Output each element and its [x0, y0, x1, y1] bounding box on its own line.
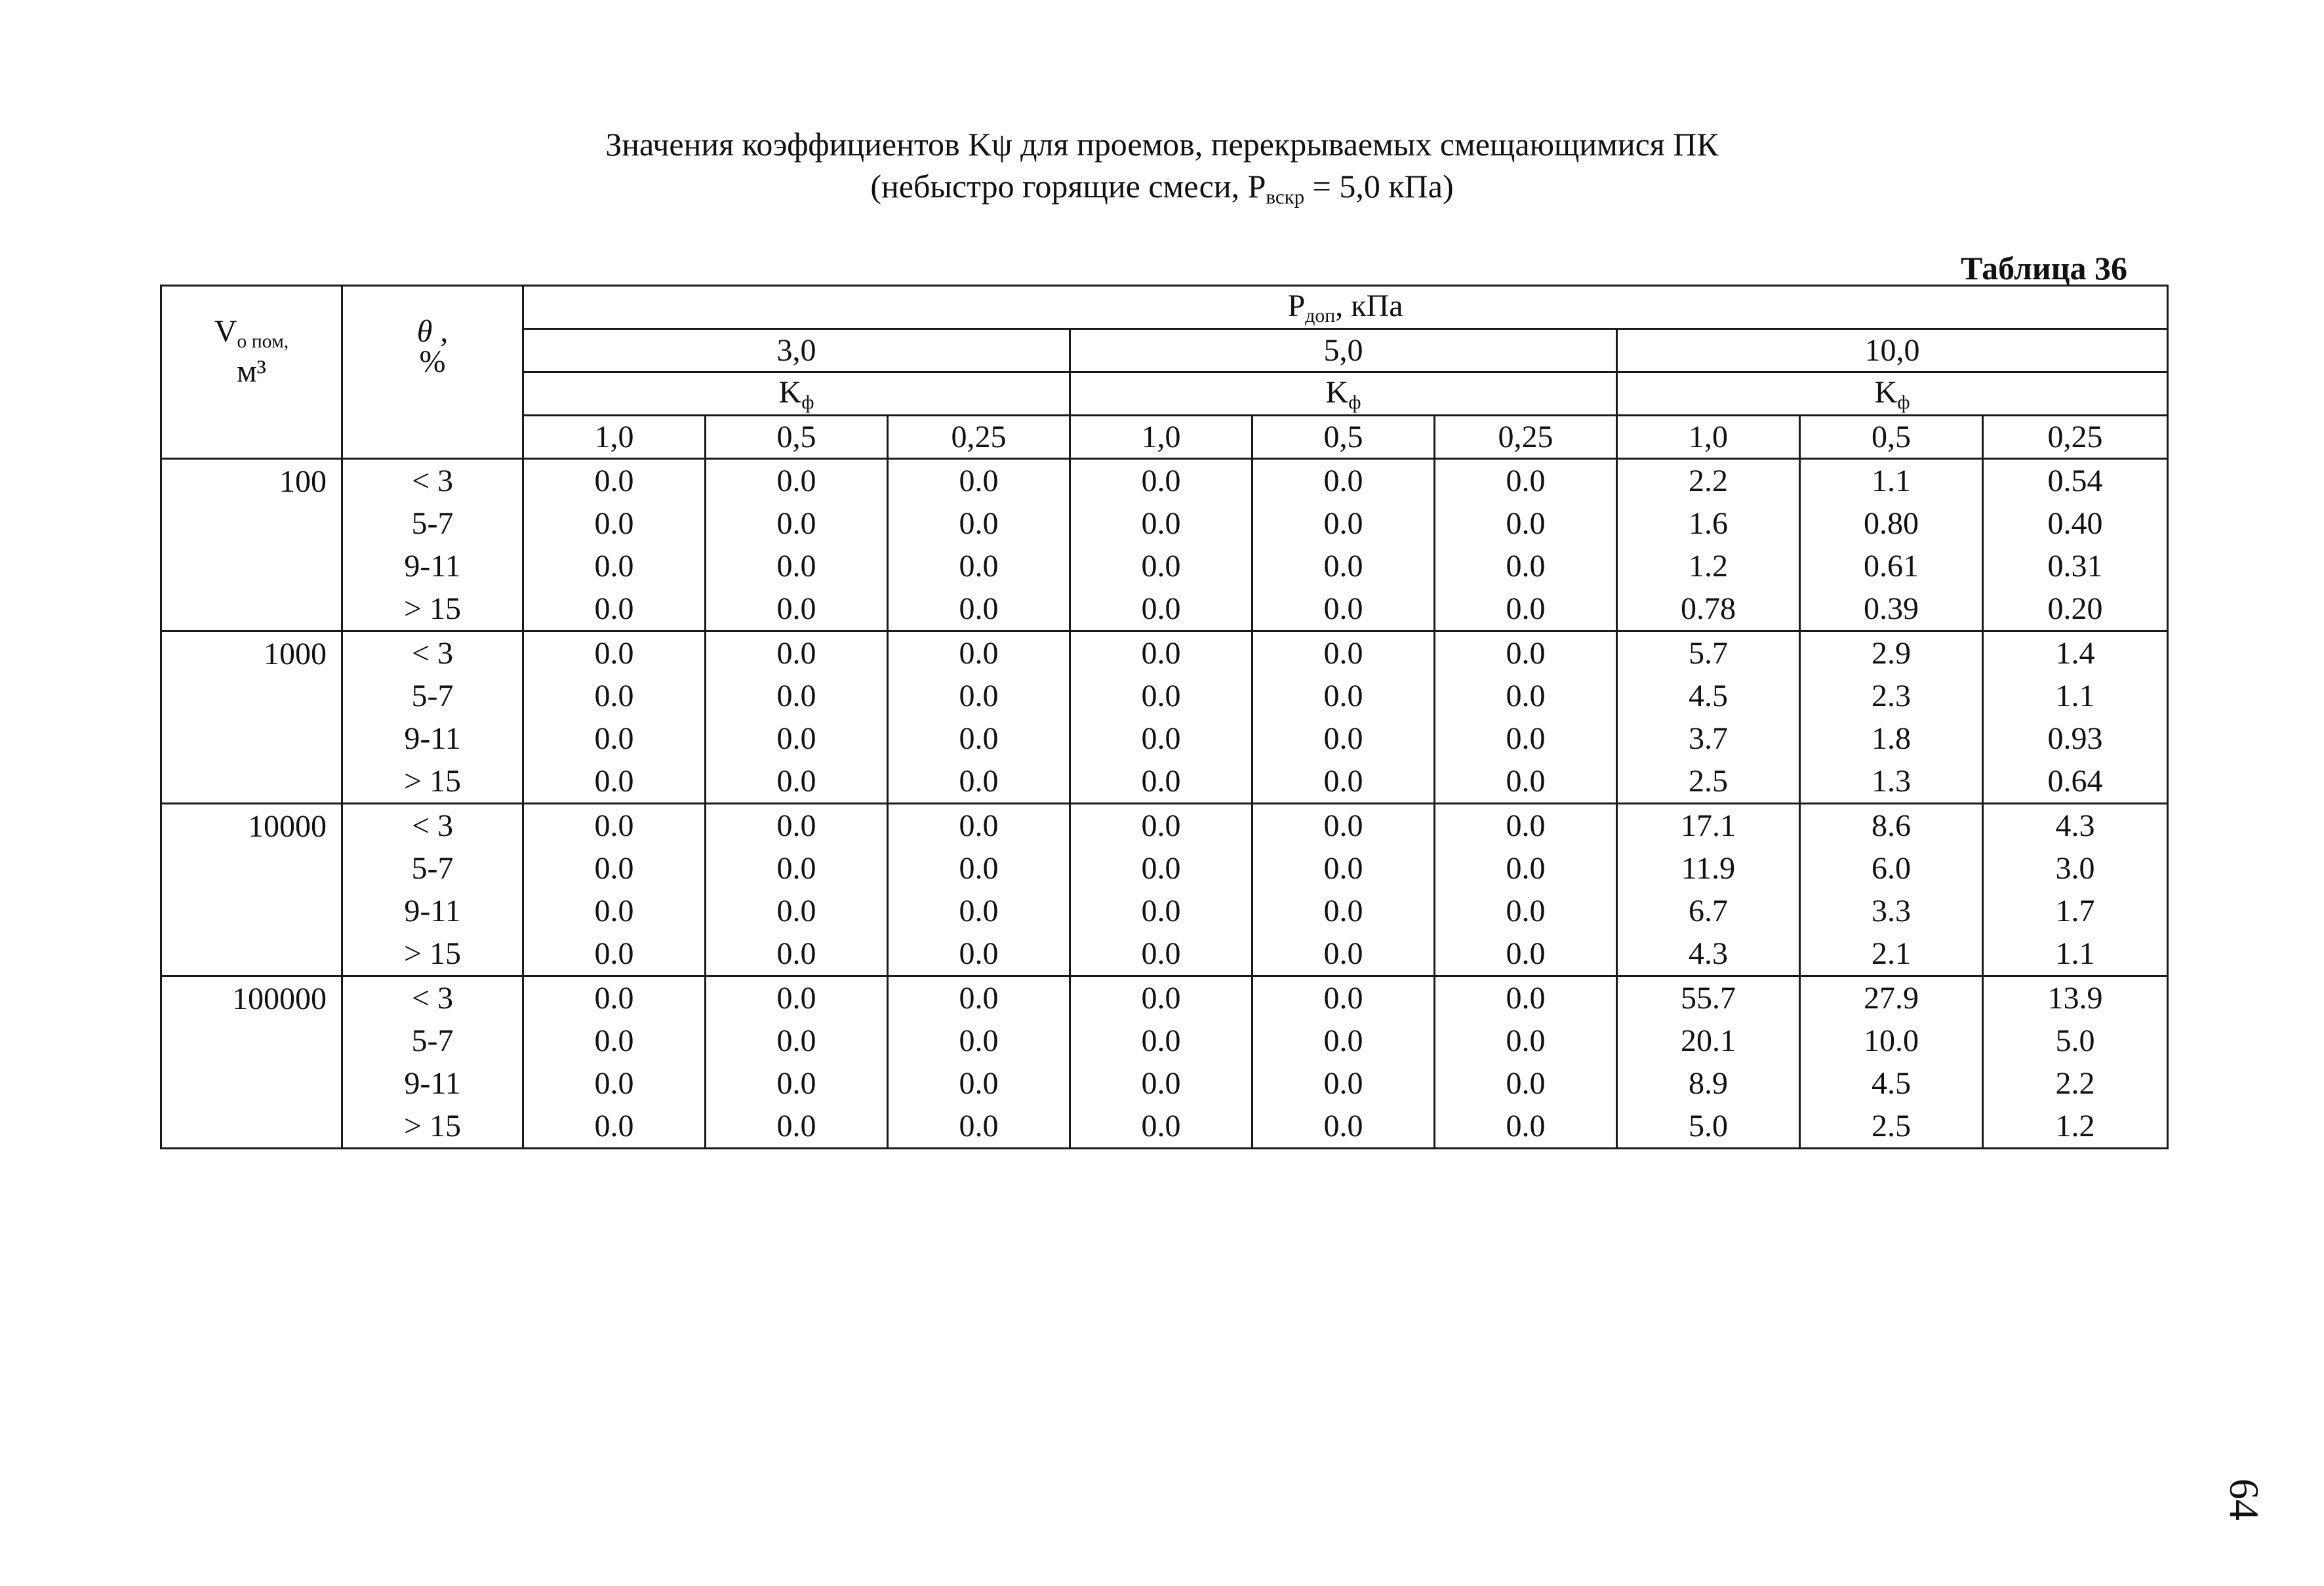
value-cell: 0.0: [1435, 932, 1617, 976]
value-cell: 0.0: [523, 545, 706, 587]
value-cell: 0.0: [888, 1062, 1070, 1105]
value-cell: 0.0: [888, 847, 1070, 890]
value-cell: 0.0: [706, 587, 888, 631]
value-cell: 0.0: [1070, 1105, 1252, 1149]
value-cell: 0.0: [1070, 502, 1252, 545]
value-cell: 0.39: [1800, 587, 1983, 631]
value-cell: 1.1: [1983, 675, 2168, 717]
table-row: [161, 502, 2168, 545]
value-cell: 0.0: [888, 1105, 1070, 1149]
value-cell: 0.0: [1070, 1020, 1252, 1062]
value-cell: 0.0: [1070, 760, 1252, 804]
value-cell: 0.0: [888, 804, 1070, 848]
value-cell: 2.5: [1617, 760, 1800, 804]
value-cell: 0.0: [1070, 932, 1252, 976]
value-cell: 0.0: [523, 587, 706, 631]
value-cell: 0.0: [1252, 760, 1435, 804]
table-row: [161, 932, 2168, 976]
theta-cell: < 3: [342, 976, 523, 1020]
theta-header: [342, 286, 523, 459]
kf-header: [1617, 372, 2168, 416]
value-cell: 0.0: [706, 847, 888, 890]
value-cell: 0.0: [1435, 587, 1617, 631]
value-cell: 0.0: [1252, 1105, 1435, 1149]
value-cell: 0.0: [888, 459, 1070, 503]
value-cell: 0.78: [1617, 587, 1800, 631]
theta-unit: %: [419, 344, 446, 379]
table-row: [161, 1062, 2168, 1105]
kf-sub: ф: [801, 391, 814, 413]
value-cell: 6.7: [1617, 890, 1800, 932]
value-cell: 1.1: [1800, 459, 1983, 503]
value-cell: 0.0: [523, 717, 706, 760]
kf-value-header: 0,25: [1435, 416, 1617, 459]
kf-value-header: 1,0: [523, 416, 706, 459]
kf-label: K: [778, 374, 802, 410]
pressure-group-header: 5,0: [1070, 329, 1617, 372]
theta-cell: 5-7: [342, 502, 523, 545]
theta-cell: > 15: [342, 1105, 523, 1149]
value-cell: 0.0: [523, 1105, 706, 1149]
value-cell: 0.0: [1252, 890, 1435, 932]
value-cell: 1.2: [1983, 1105, 2168, 1149]
table-number: Таблица 36: [1960, 250, 2127, 287]
value-cell: 0.0: [706, 675, 888, 717]
value-cell: 0.0: [1252, 717, 1435, 760]
pressure-group-header: 3,0: [523, 329, 1070, 372]
coefficient-table: [160, 285, 2169, 1149]
table-row: [161, 587, 2168, 631]
value-cell: 0.0: [523, 932, 706, 976]
value-cell: 0.0: [1070, 804, 1252, 848]
value-cell: 0.0: [706, 890, 888, 932]
value-cell: 0.0: [1070, 976, 1252, 1020]
pressure-label: P: [1287, 288, 1306, 323]
value-cell: 0.0: [1435, 1020, 1617, 1062]
value-cell: 0.0: [706, 804, 888, 848]
value-cell: 1.4: [1983, 631, 2168, 675]
value-cell: 27.9: [1800, 976, 1983, 1020]
value-cell: 0.0: [706, 976, 888, 1020]
value-cell: 0.0: [1252, 932, 1435, 976]
value-cell: 0.0: [1435, 890, 1617, 932]
value-cell: 0.0: [1070, 890, 1252, 932]
value-cell: 0.0: [523, 760, 706, 804]
value-cell: 0.0: [888, 587, 1070, 631]
value-cell: 0.0: [1070, 631, 1252, 675]
kf-label: K: [1874, 374, 1898, 410]
theta-cell: 9-11: [342, 890, 523, 932]
value-cell: 0.0: [523, 675, 706, 717]
value-cell: 0.0: [1070, 1062, 1252, 1105]
kf-label: K: [1325, 374, 1349, 410]
value-cell: 0.54: [1983, 459, 2168, 503]
pressure-sub: доп: [1305, 304, 1336, 327]
value-cell: 0.0: [1070, 847, 1252, 890]
value-cell: 0.0: [888, 976, 1070, 1020]
table-row: [161, 1020, 2168, 1062]
kf-header: [1070, 372, 1617, 416]
value-cell: 2.9: [1800, 631, 1983, 675]
value-cell: 0.0: [523, 804, 706, 848]
value-cell: 13.9: [1983, 976, 2168, 1020]
value-cell: 0.0: [1252, 1062, 1435, 1105]
value-cell: 4.3: [1983, 804, 2168, 848]
value-cell: 0.0: [706, 545, 888, 587]
value-cell: 1.3: [1800, 760, 1983, 804]
pressure-unit: , кПа: [1335, 288, 1403, 323]
value-cell: 0.0: [706, 760, 888, 804]
theta-cell: < 3: [342, 804, 523, 848]
table-row: [161, 760, 2168, 804]
value-cell: 2.2: [1983, 1062, 2168, 1105]
kf-value-header: 0,25: [1983, 416, 2168, 459]
volume-cell: 100: [161, 459, 342, 631]
kf-value-header: 0,5: [1800, 416, 1983, 459]
value-cell: 0.0: [888, 675, 1070, 717]
kf-value-header: 0,25: [888, 416, 1070, 459]
value-cell: 0.0: [523, 1020, 706, 1062]
value-cell: 0.0: [1435, 631, 1617, 675]
table-row: [161, 976, 2168, 1020]
value-cell: 1.6: [1617, 502, 1800, 545]
volume-cell: 10000: [161, 804, 342, 976]
value-cell: 0.0: [1252, 459, 1435, 503]
value-cell: 0.0: [888, 932, 1070, 976]
theta-cell: 9-11: [342, 1062, 523, 1105]
value-cell: 0.0: [1435, 1105, 1617, 1149]
volume-label: V: [214, 314, 237, 349]
value-cell: 0.0: [1252, 847, 1435, 890]
kf-sub: ф: [1897, 391, 1910, 413]
value-cell: 11.9: [1617, 847, 1800, 890]
volume-sub: о пом,: [237, 330, 289, 352]
value-cell: 2.2: [1617, 459, 1800, 503]
value-cell: 0.20: [1983, 587, 2168, 631]
value-cell: 0.0: [1252, 675, 1435, 717]
value-cell: 4.5: [1800, 1062, 1983, 1105]
value-cell: 0.0: [888, 1020, 1070, 1062]
value-cell: 0.0: [1070, 545, 1252, 587]
value-cell: 0.0: [1435, 545, 1617, 587]
value-cell: 0.0: [1435, 459, 1617, 503]
value-cell: 6.0: [1800, 847, 1983, 890]
value-cell: 0.0: [888, 717, 1070, 760]
value-cell: 0.0: [706, 1020, 888, 1062]
value-cell: 0.0: [1070, 587, 1252, 631]
value-cell: 0.0: [1252, 976, 1435, 1020]
value-cell: 1.7: [1983, 890, 2168, 932]
kf-sub: ф: [1348, 391, 1361, 413]
value-cell: 0.0: [523, 847, 706, 890]
volume-cell: 1000: [161, 631, 342, 804]
value-cell: 0.0: [888, 502, 1070, 545]
value-cell: 0.0: [1070, 717, 1252, 760]
value-cell: 0.0: [706, 459, 888, 503]
value-cell: 0.40: [1983, 502, 2168, 545]
kf-value-header: 0,5: [1252, 416, 1435, 459]
value-cell: 0.0: [1435, 502, 1617, 545]
value-cell: 0.0: [1252, 1020, 1435, 1062]
volume-unit: м³: [237, 353, 266, 389]
volume-header: [161, 286, 342, 459]
value-cell: 3.7: [1617, 717, 1800, 760]
value-cell: 2.3: [1800, 675, 1983, 717]
value-cell: 5.0: [1983, 1020, 2168, 1062]
value-cell: 0.0: [888, 890, 1070, 932]
value-cell: 0.0: [1252, 545, 1435, 587]
table-row: [161, 631, 2168, 675]
value-cell: 0.0: [1070, 459, 1252, 503]
value-cell: 0.0: [706, 631, 888, 675]
value-cell: 0.93: [1983, 717, 2168, 760]
pressure-header: [523, 286, 2168, 329]
value-cell: 55.7: [1617, 976, 1800, 1020]
table-row: [161, 1105, 2168, 1149]
table-body: [161, 459, 2168, 1149]
value-cell: 0.0: [523, 890, 706, 932]
title-line-2-sub: вскр: [1266, 185, 1305, 208]
theta-cell: < 3: [342, 459, 523, 503]
value-cell: 2.1: [1800, 932, 1983, 976]
value-cell: 10.0: [1800, 1020, 1983, 1062]
value-cell: 0.0: [523, 1062, 706, 1105]
value-cell: 5.0: [1617, 1105, 1800, 1149]
volume-cell: 100000: [161, 976, 342, 1149]
value-cell: 5.7: [1617, 631, 1800, 675]
value-cell: 8.6: [1800, 804, 1983, 848]
value-cell: 0.0: [1435, 847, 1617, 890]
theta-cell: < 3: [342, 631, 523, 675]
value-cell: 0.0: [1435, 760, 1617, 804]
value-cell: 0.0: [523, 502, 706, 545]
kf-header: [523, 372, 1070, 416]
value-cell: 0.0: [1252, 631, 1435, 675]
value-cell: 0.0: [1435, 804, 1617, 848]
theta-cell: 9-11: [342, 545, 523, 587]
value-cell: 0.0: [523, 976, 706, 1020]
table-row: [161, 890, 2168, 932]
theta-cell: 5-7: [342, 675, 523, 717]
title-line-2-pre: (небыстро горящие смеси, P: [870, 168, 1266, 205]
value-cell: 0.31: [1983, 545, 2168, 587]
value-cell: 0.0: [706, 932, 888, 976]
value-cell: 0.0: [706, 717, 888, 760]
kf-value-header: 1,0: [1070, 416, 1252, 459]
title-line-1: Значения коэффициентов Kψ для проемов, перекрываемых смещающимися ПК: [605, 126, 1719, 163]
value-cell: 0.0: [1252, 804, 1435, 848]
value-cell: 0.0: [523, 631, 706, 675]
value-cell: 0.0: [1252, 502, 1435, 545]
value-cell: 3.0: [1983, 847, 2168, 890]
value-cell: 0.80: [1800, 502, 1983, 545]
table-row: [161, 847, 2168, 890]
value-cell: 20.1: [1617, 1020, 1800, 1062]
value-cell: 0.0: [888, 631, 1070, 675]
theta-cell: 9-11: [342, 717, 523, 760]
value-cell: 0.0: [1435, 976, 1617, 1020]
theta-cell: 5-7: [342, 847, 523, 890]
value-cell: 0.0: [888, 760, 1070, 804]
value-cell: 1.1: [1983, 932, 2168, 976]
table-row: [161, 545, 2168, 587]
theta-cell: > 15: [342, 587, 523, 631]
theta-cell: 5-7: [342, 1020, 523, 1062]
value-cell: 4.5: [1617, 675, 1800, 717]
kf-value-header: 1,0: [1617, 416, 1800, 459]
value-cell: 0.0: [706, 1105, 888, 1149]
value-cell: 2.5: [1800, 1105, 1983, 1149]
value-cell: 3.3: [1800, 890, 1983, 932]
table-title: [0, 123, 2324, 218]
value-cell: 0.0: [1435, 1062, 1617, 1105]
value-cell: 0.0: [706, 1062, 888, 1105]
value-cell: 8.9: [1617, 1062, 1800, 1105]
theta-symbol: θ ,: [416, 314, 449, 349]
value-cell: 0.0: [523, 459, 706, 503]
value-cell: 1.8: [1800, 717, 1983, 760]
table-header: [161, 286, 2168, 459]
value-cell: 4.3: [1617, 932, 1800, 976]
value-cell: 0.0: [888, 545, 1070, 587]
table-row: [161, 804, 2168, 848]
table-row: [161, 717, 2168, 760]
theta-cell: > 15: [342, 932, 523, 976]
page-number: 64: [2221, 1478, 2268, 1520]
theta-cell: > 15: [342, 760, 523, 804]
value-cell: 0.0: [1070, 675, 1252, 717]
pressure-group-header: 10,0: [1617, 329, 2168, 372]
table-row: [161, 675, 2168, 717]
value-cell: 0.64: [1983, 760, 2168, 804]
value-cell: 0.0: [1435, 717, 1617, 760]
value-cell: 0.0: [1435, 675, 1617, 717]
value-cell: 1.2: [1617, 545, 1800, 587]
title-line-2: [0, 165, 2324, 218]
value-cell: 17.1: [1617, 804, 1800, 848]
table-row: [161, 459, 2168, 503]
value-cell: 0.61: [1800, 545, 1983, 587]
kf-value-header: 0,5: [706, 416, 888, 459]
title-line-2-post: = 5,0 кПа): [1304, 168, 1454, 205]
value-cell: 0.0: [1252, 587, 1435, 631]
value-cell: 0.0: [706, 502, 888, 545]
